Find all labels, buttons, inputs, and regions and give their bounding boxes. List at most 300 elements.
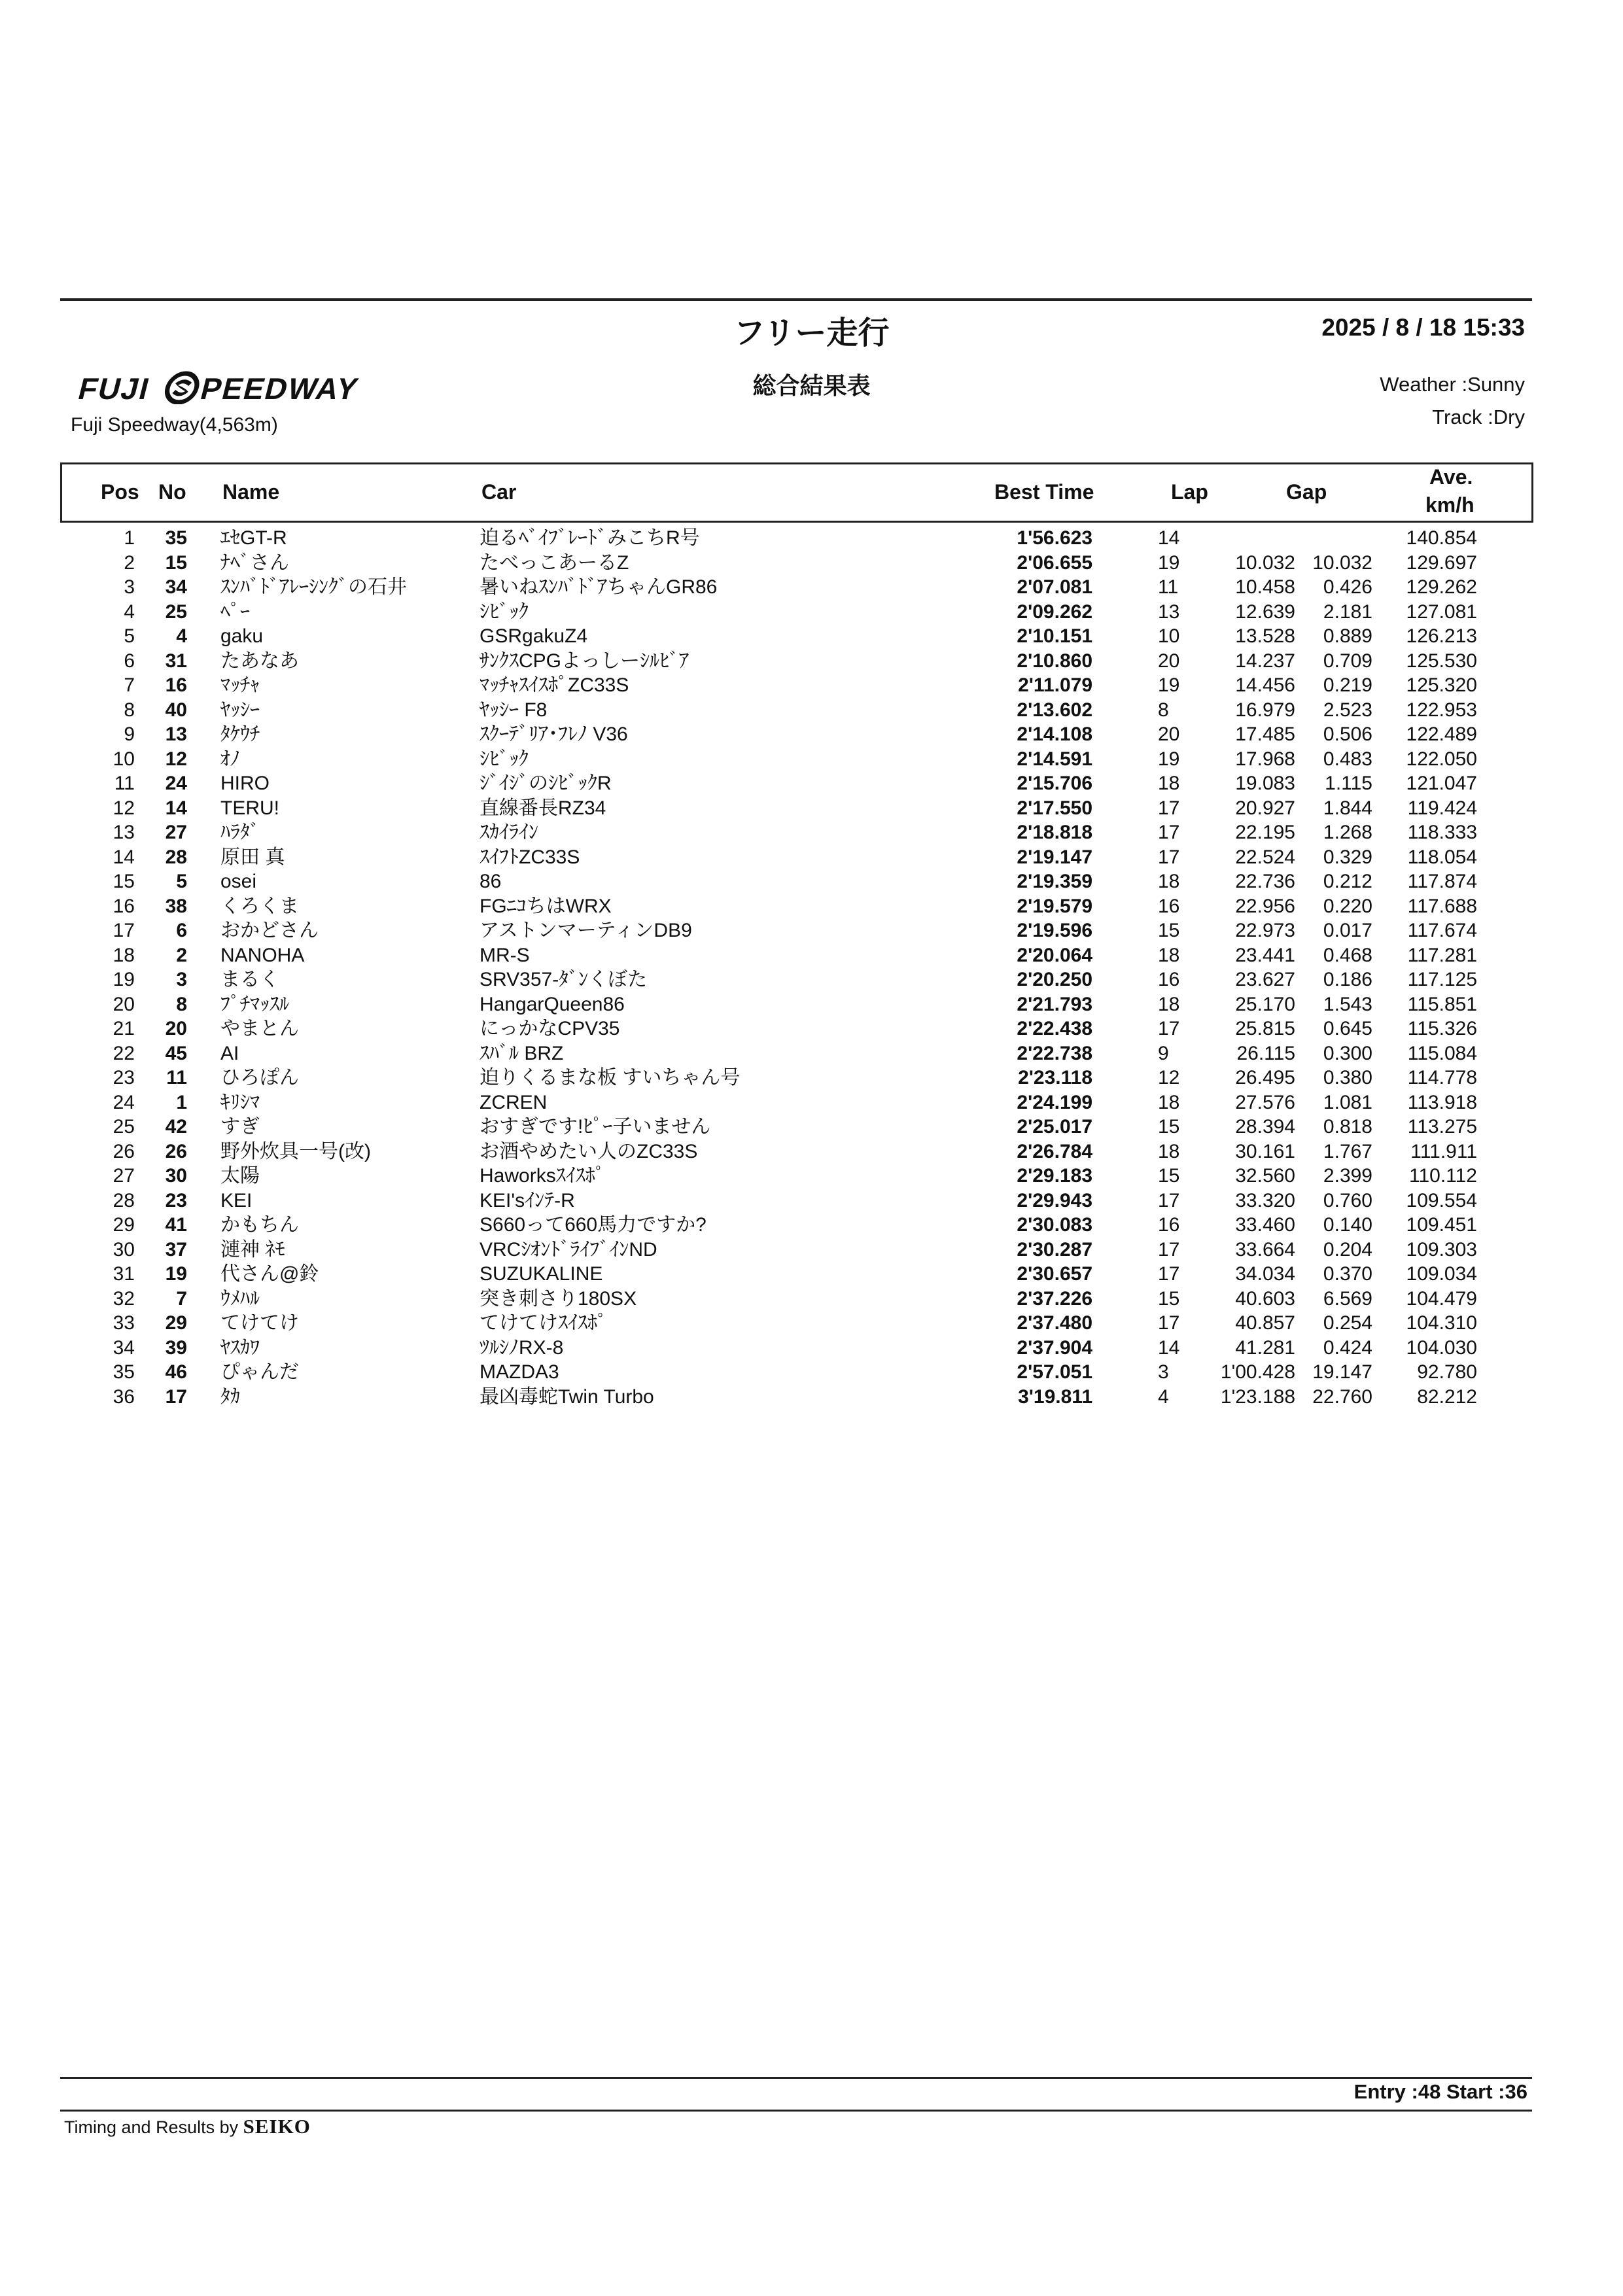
cell-lap: 18: [1158, 944, 1180, 966]
cell-interval: 22.760: [1312, 1385, 1372, 1408]
cell-lap: 16: [1158, 1214, 1180, 1236]
cell-best-time: 2'15.706: [1017, 773, 1092, 794]
cell-car: ｼﾞｲｼﾞのｼﾋﾞｯｸR: [480, 773, 612, 794]
cell-speed: 129.262: [1406, 576, 1477, 598]
table-row: [0, 1262, 1623, 1287]
cell-best-time: 2'26.784: [1017, 1140, 1092, 1162]
cell-lap: 17: [1158, 797, 1180, 819]
entry-start-count: Entry :48 Start :36: [1353, 2080, 1527, 2103]
cell-no: 28: [165, 846, 187, 868]
cell-best-time: 2'29.183: [1017, 1165, 1092, 1187]
cell-no: 40: [165, 699, 187, 721]
cell-speed: 122.050: [1406, 748, 1477, 770]
cell-car: VRCｼｵﾝﾄﾞﾗｲﾌﾞｲﾝND: [480, 1238, 657, 1261]
cell-speed: 92.780: [1417, 1361, 1477, 1383]
cell-car: 86: [480, 871, 502, 892]
cell-name: ｳﾒﾊﾙ: [220, 1287, 260, 1310]
cell-lap: 19: [1158, 748, 1180, 770]
cell-no: 11: [166, 1067, 187, 1088]
table-row: [0, 1336, 1623, 1361]
cell-speed: 113.918: [1407, 1091, 1477, 1113]
cell-name: まるく: [220, 969, 279, 990]
table-row: [0, 1139, 1623, 1164]
cell-pos: 28: [113, 1189, 135, 1211]
cell-name: TERU!: [220, 797, 279, 819]
cell-interval: 0.220: [1323, 895, 1372, 917]
cell-gap: 33.320: [1235, 1189, 1295, 1211]
cell-gap: 14.456: [1235, 674, 1295, 696]
cell-name: すぎ: [220, 1116, 260, 1138]
cell-name: ﾊﾗﾀﾞ: [220, 822, 260, 843]
cell-pos: 21: [113, 1018, 135, 1039]
session-datetime: 2025 / 8 / 18 15:33: [1321, 314, 1525, 341]
cell-pos: 29: [113, 1214, 135, 1236]
cell-pos: 19: [113, 969, 135, 990]
bottom-rule: [60, 2077, 1532, 2079]
cell-best-time: 2'18.818: [1017, 822, 1092, 843]
cell-speed: 110.112: [1409, 1165, 1477, 1187]
cell-gap: 17.968: [1235, 748, 1295, 770]
cell-gap: 17.485: [1235, 723, 1295, 745]
cell-name: 代さん@鈴: [220, 1263, 319, 1285]
cell-car: てけてけｽｲｽﾎﾟ: [480, 1312, 607, 1334]
fuji-speedway-logo: [72, 370, 451, 408]
cell-interval: 1.115: [1325, 773, 1372, 794]
cell-pos: 33: [113, 1312, 135, 1334]
cell-car: たべっこあーるZ: [480, 551, 629, 574]
cell-speed: 104.030: [1406, 1336, 1477, 1359]
cell-lap: 19: [1158, 551, 1180, 574]
cell-pos: 3: [124, 576, 135, 598]
cell-no: 20: [165, 1018, 187, 1039]
cell-lap: 18: [1158, 1091, 1180, 1113]
cell-speed: 114.778: [1407, 1067, 1477, 1088]
cell-best-time: 2'10.151: [1017, 625, 1092, 647]
cell-pos: 12: [113, 797, 135, 819]
cell-car: ｽｲﾌﾄZC33S: [480, 846, 580, 868]
cell-interval: 0.017: [1323, 920, 1372, 941]
cell-gap: 20.927: [1235, 797, 1295, 819]
cell-best-time: 2'24.199: [1017, 1091, 1092, 1113]
table-row: [0, 1017, 1623, 1041]
cell-car: ﾏｯﾁｬｽｲｽﾎﾟZC33S: [480, 674, 629, 696]
cell-car: 直線番長RZ34: [480, 797, 606, 819]
cell-pos: 20: [113, 993, 135, 1015]
cell-lap: 4: [1158, 1385, 1169, 1408]
cell-best-time: 2'29.943: [1017, 1189, 1092, 1211]
cell-no: 41: [165, 1214, 187, 1236]
cell-best-time: 2'13.602: [1017, 699, 1092, 721]
table-row: [0, 1287, 1623, 1312]
cell-lap: 18: [1158, 871, 1180, 892]
table-row: [0, 1385, 1623, 1410]
cell-name: gaku: [220, 625, 264, 647]
cell-gap: 23.441: [1235, 944, 1295, 966]
table-row: [0, 747, 1623, 772]
cell-name: 野外炊具一号(改): [220, 1140, 371, 1162]
cell-best-time: 2'20.250: [1017, 969, 1092, 990]
cell-interval: 0.370: [1323, 1263, 1372, 1285]
cell-speed: 113.275: [1407, 1116, 1477, 1138]
cell-gap: 40.603: [1235, 1287, 1295, 1310]
col-lap: Lap: [1171, 480, 1208, 504]
cell-speed: 118.054: [1407, 846, 1477, 868]
cell-no: 31: [165, 650, 187, 672]
cell-lap: 18: [1158, 993, 1180, 1015]
table-row: [0, 649, 1623, 674]
cell-no: 26: [165, 1140, 187, 1162]
cell-gap: 27.576: [1235, 1091, 1295, 1113]
svg-text:FUJI: FUJI: [75, 372, 154, 404]
table-row: [0, 796, 1623, 821]
cell-no: 29: [165, 1312, 187, 1334]
table-row: [0, 1213, 1623, 1238]
cell-interval: 0.818: [1323, 1116, 1372, 1138]
cell-speed: 129.697: [1406, 551, 1477, 574]
cell-best-time: 2'21.793: [1017, 993, 1092, 1015]
cell-speed: 104.479: [1406, 1287, 1477, 1310]
table-row: [0, 820, 1623, 845]
results-table: [0, 526, 1623, 1409]
cell-interval: 0.329: [1323, 846, 1372, 868]
cell-interval: 0.204: [1323, 1238, 1372, 1261]
cell-best-time: 2'06.655: [1017, 551, 1092, 574]
cell-speed: 115.851: [1407, 993, 1477, 1015]
cell-name: 太陽: [220, 1165, 260, 1187]
cell-gap: 33.664: [1235, 1238, 1295, 1261]
cell-pos: 26: [113, 1140, 135, 1162]
col-no: No: [158, 480, 186, 504]
cell-pos: 25: [113, 1116, 135, 1138]
cell-best-time: 2'22.738: [1017, 1042, 1092, 1064]
cell-no: 3: [176, 969, 187, 990]
cell-no: 38: [165, 895, 187, 917]
cell-name: osei: [220, 871, 257, 892]
table-row: [0, 992, 1623, 1017]
cell-gap: 22.195: [1235, 822, 1295, 843]
svg-text:PEEDWAY: PEEDWAY: [197, 372, 363, 404]
cell-speed: 109.034: [1406, 1263, 1477, 1285]
cell-lap: 14: [1158, 1336, 1180, 1359]
cell-car: Haworksｽｲｽﾎﾟ: [480, 1165, 605, 1187]
cell-name: ぴゃんだ: [220, 1361, 299, 1383]
cell-speed: 115.326: [1407, 1018, 1477, 1039]
cell-interval: 0.709: [1323, 650, 1372, 672]
cell-lap: 16: [1158, 895, 1180, 917]
cell-name: 原田 真: [220, 846, 285, 868]
cell-gap: 32.560: [1235, 1165, 1295, 1187]
cell-interval: 0.468: [1323, 944, 1372, 966]
cell-speed: 109.554: [1406, 1189, 1477, 1211]
cell-lap: 17: [1158, 1189, 1180, 1211]
table-row: [0, 526, 1623, 551]
cell-car: ｽｸｰﾃﾞﾘｱ･ﾌﾚﾉ V36: [480, 723, 628, 745]
cell-speed: 122.953: [1406, 699, 1477, 721]
cell-speed: 121.047: [1406, 773, 1477, 794]
cell-car: 迫りくるまな板 すいちゃん号: [480, 1067, 741, 1088]
bottom-rule-2: [60, 2110, 1532, 2112]
cell-lap: 3: [1158, 1361, 1169, 1383]
cell-car: MAZDA3: [480, 1361, 559, 1383]
track-condition: Track :Dry: [1432, 406, 1525, 428]
cell-gap: 13.528: [1235, 625, 1295, 647]
cell-name: ﾌﾟﾁﾏｯｽﾙ: [220, 993, 289, 1015]
cell-interval: 10.032: [1312, 551, 1372, 574]
col-pos: Pos: [101, 480, 139, 504]
cell-no: 14: [165, 797, 187, 819]
cell-speed: 117.281: [1407, 944, 1477, 966]
cell-no: 12: [165, 748, 187, 770]
table-row: [0, 698, 1623, 723]
cell-best-time: 2'10.860: [1017, 650, 1092, 672]
cell-lap: 18: [1158, 1140, 1180, 1162]
cell-pos: 15: [113, 871, 135, 892]
cell-interval: 6.569: [1323, 1287, 1372, 1310]
page-title: フリー走行: [733, 316, 890, 351]
cell-interval: 0.219: [1323, 674, 1372, 696]
cell-speed: 140.854: [1406, 527, 1477, 549]
timing-footer: [64, 2115, 311, 2138]
top-rule: [60, 298, 1532, 301]
cell-best-time: 2'19.579: [1017, 895, 1092, 917]
cell-speed: 127.081: [1406, 600, 1477, 623]
cell-no: 27: [165, 822, 187, 843]
cell-interval: 1.844: [1323, 797, 1372, 819]
cell-lap: 17: [1158, 1238, 1180, 1261]
cell-interval: 2.181: [1323, 600, 1372, 623]
cell-interval: 0.300: [1323, 1042, 1372, 1064]
cell-gap: 25.815: [1235, 1018, 1295, 1039]
cell-no: 25: [165, 600, 187, 623]
cell-car: ｽｶｲﾗｲﾝ: [480, 822, 538, 843]
table-row: [0, 624, 1623, 649]
cell-interval: 0.483: [1323, 748, 1372, 770]
page-subtitle: 総合結果表: [752, 372, 871, 399]
cell-name: ﾔｯｼｰ: [220, 699, 260, 721]
cell-name: AI: [220, 1042, 239, 1064]
cell-lap: 17: [1158, 822, 1180, 843]
cell-best-time: 2'14.591: [1017, 748, 1092, 770]
cell-pos: 14: [113, 846, 135, 868]
cell-no: 7: [176, 1287, 187, 1310]
cell-lap: 18: [1158, 773, 1180, 794]
table-row: [0, 918, 1623, 943]
cell-pos: 31: [113, 1263, 135, 1285]
cell-gap: 22.736: [1235, 871, 1295, 892]
cell-no: 2: [176, 944, 187, 966]
cell-no: 15: [165, 551, 187, 574]
cell-no: 30: [165, 1165, 187, 1187]
table-row: [0, 869, 1623, 894]
cell-best-time: 2'25.017: [1017, 1116, 1092, 1138]
cell-no: 6: [176, 920, 187, 941]
cell-pos: 7: [124, 674, 135, 696]
cell-speed: 119.424: [1407, 797, 1477, 819]
cell-gap: 34.034: [1235, 1263, 1295, 1285]
cell-no: 34: [165, 576, 187, 598]
cell-best-time: 2'07.081: [1017, 576, 1092, 598]
weather-info: Weather :Sunny: [1380, 373, 1525, 396]
cell-interval: 0.254: [1323, 1312, 1372, 1334]
cell-speed: 125.320: [1406, 674, 1477, 696]
cell-no: 39: [165, 1336, 187, 1359]
cell-speed: 125.530: [1406, 650, 1477, 672]
cell-name: ﾀｶ: [220, 1385, 240, 1408]
col-kmh: km/h: [1425, 493, 1475, 517]
cell-best-time: 2'23.118: [1018, 1067, 1092, 1088]
cell-gap: 1'00.428: [1220, 1361, 1295, 1383]
cell-car: SUZUKALINE: [480, 1263, 603, 1285]
cell-interval: 0.212: [1323, 871, 1372, 892]
cell-pos: 4: [124, 600, 135, 623]
cell-gap: 19.083: [1235, 773, 1295, 794]
col-car: Car: [481, 480, 517, 504]
table-row: [0, 771, 1623, 796]
cell-lap: 20: [1158, 650, 1180, 672]
cell-gap: 23.627: [1235, 969, 1295, 990]
cell-pos: 36: [113, 1385, 135, 1408]
cell-lap: 15: [1158, 1116, 1180, 1138]
cell-car: MR-S: [480, 944, 530, 966]
cell-interval: 2.399: [1323, 1165, 1372, 1187]
cell-no: 8: [176, 993, 187, 1015]
cell-pos: 35: [113, 1361, 135, 1383]
cell-interval: 1.543: [1323, 993, 1372, 1015]
cell-no: 1: [176, 1091, 187, 1113]
cell-best-time: 2'14.108: [1017, 723, 1092, 745]
cell-pos: 10: [113, 748, 135, 770]
cell-pos: 34: [113, 1336, 135, 1359]
cell-pos: 30: [113, 1238, 135, 1261]
cell-name: HIRO: [220, 773, 270, 794]
cell-pos: 8: [124, 699, 135, 721]
cell-car: お酒やめたい人のZC33S: [480, 1140, 698, 1162]
cell-lap: 17: [1158, 1312, 1180, 1334]
cell-gap: 41.281: [1235, 1336, 1295, 1359]
cell-best-time: 2'37.904: [1017, 1336, 1092, 1359]
cell-car: にっかなCPV35: [480, 1018, 620, 1039]
cell-pos: 18: [113, 944, 135, 966]
col-best-time: Best Time: [994, 480, 1094, 504]
cell-car: ﾔｯｼｰ F8: [480, 699, 548, 721]
column-header-bar: [60, 462, 1533, 523]
cell-no: 16: [165, 674, 187, 696]
cell-car: SRV357-ﾀﾞﾝくぼた: [480, 969, 648, 990]
cell-name: ﾏｯﾁｬ: [220, 674, 260, 696]
cell-speed: 117.674: [1407, 920, 1477, 941]
cell-gap: 12.639: [1235, 600, 1295, 623]
cell-best-time: 2'30.083: [1017, 1214, 1092, 1236]
cell-name: ﾅﾍﾞさん: [220, 551, 289, 574]
cell-interval: 1.081: [1323, 1091, 1372, 1113]
cell-best-time: 2'17.550: [1017, 797, 1092, 819]
cell-name: 漣神 ﾈﾓ: [220, 1238, 285, 1261]
cell-best-time: 2'37.480: [1017, 1312, 1092, 1334]
col-name: Name: [222, 480, 280, 504]
table-row: [0, 1115, 1623, 1139]
cell-name: NANOHA: [220, 944, 305, 966]
cell-pos: 13: [113, 822, 135, 843]
cell-no: 4: [176, 625, 187, 647]
cell-name: KEI: [220, 1189, 253, 1211]
cell-best-time: 2'37.226: [1017, 1287, 1092, 1310]
cell-name: ひろぽん: [220, 1067, 299, 1088]
cell-gap: 30.161: [1235, 1140, 1295, 1162]
cell-best-time: 1'56.623: [1017, 527, 1092, 549]
table-row: [0, 1066, 1623, 1090]
cell-speed: 117.874: [1407, 871, 1477, 892]
table-row: [0, 1311, 1623, 1336]
cell-car: ｼﾋﾞｯｸ: [480, 600, 529, 623]
cell-interval: 0.426: [1323, 576, 1372, 598]
cell-lap: 12: [1158, 1067, 1180, 1088]
cell-car: ｽﾊﾞﾙ BRZ: [480, 1042, 564, 1064]
cell-name: ｽﾝﾊﾞﾄﾞｱﾚｰｼﾝｸﾞの石井: [220, 576, 407, 598]
cell-no: 5: [176, 871, 187, 892]
table-row: [0, 1041, 1623, 1066]
cell-interval: 0.645: [1323, 1018, 1372, 1039]
cell-no: 37: [165, 1238, 187, 1261]
cell-car: ZCREN: [480, 1091, 548, 1113]
table-row: [0, 722, 1623, 747]
cell-lap: 15: [1158, 1287, 1180, 1310]
col-gap: Gap: [1286, 480, 1327, 504]
cell-no: 46: [165, 1361, 187, 1383]
timing-label: Timing and Results by: [64, 2117, 239, 2137]
cell-car: おすぎです!ﾋﾟｰ子いません: [480, 1116, 711, 1138]
cell-no: 19: [165, 1263, 187, 1285]
table-row: [0, 845, 1623, 870]
cell-car: KEI'sｲﾝﾃ-R: [480, 1189, 575, 1211]
cell-best-time: 2'19.147: [1017, 846, 1092, 868]
cell-no: 42: [165, 1116, 187, 1138]
cell-lap: 17: [1158, 1263, 1180, 1285]
cell-lap: 17: [1158, 1018, 1180, 1039]
cell-gap: 26.115: [1236, 1042, 1295, 1064]
cell-gap: 14.237: [1235, 650, 1295, 672]
cell-name: ﾔｽｶﾜ: [220, 1336, 260, 1359]
cell-gap: 28.394: [1235, 1116, 1295, 1138]
cell-car: S660って660馬力ですか?: [480, 1214, 707, 1236]
seiko-brand: SEIKO: [243, 2115, 311, 2138]
cell-lap: 10: [1158, 625, 1180, 647]
cell-name: ｷﾘｼﾏ: [220, 1091, 260, 1113]
cell-name: てけてけ: [220, 1312, 299, 1334]
cell-speed: 126.213: [1406, 625, 1477, 647]
cell-best-time: 2'57.051: [1017, 1361, 1092, 1383]
cell-lap: 17: [1158, 846, 1180, 868]
cell-lap: 9: [1158, 1042, 1169, 1064]
cell-pos: 23: [113, 1067, 135, 1088]
table-row: [0, 673, 1623, 698]
cell-car: HangarQueen86: [480, 993, 625, 1015]
cell-gap: 22.956: [1235, 895, 1295, 917]
table-row: [0, 894, 1623, 919]
cell-name: ｵﾉ: [220, 748, 240, 770]
cell-gap: 26.495: [1235, 1067, 1295, 1088]
cell-speed: 122.489: [1406, 723, 1477, 745]
cell-pos: 27: [113, 1165, 135, 1187]
cell-best-time: 3'19.811: [1018, 1385, 1092, 1408]
col-ave: Ave.: [1429, 465, 1473, 489]
cell-pos: 5: [124, 625, 135, 647]
cell-no: 23: [165, 1189, 187, 1211]
cell-gap: 25.170: [1235, 993, 1295, 1015]
cell-lap: 20: [1158, 723, 1180, 745]
cell-no: 45: [165, 1042, 187, 1064]
cell-best-time: 2'20.064: [1017, 944, 1092, 966]
cell-pos: 11: [114, 773, 135, 794]
